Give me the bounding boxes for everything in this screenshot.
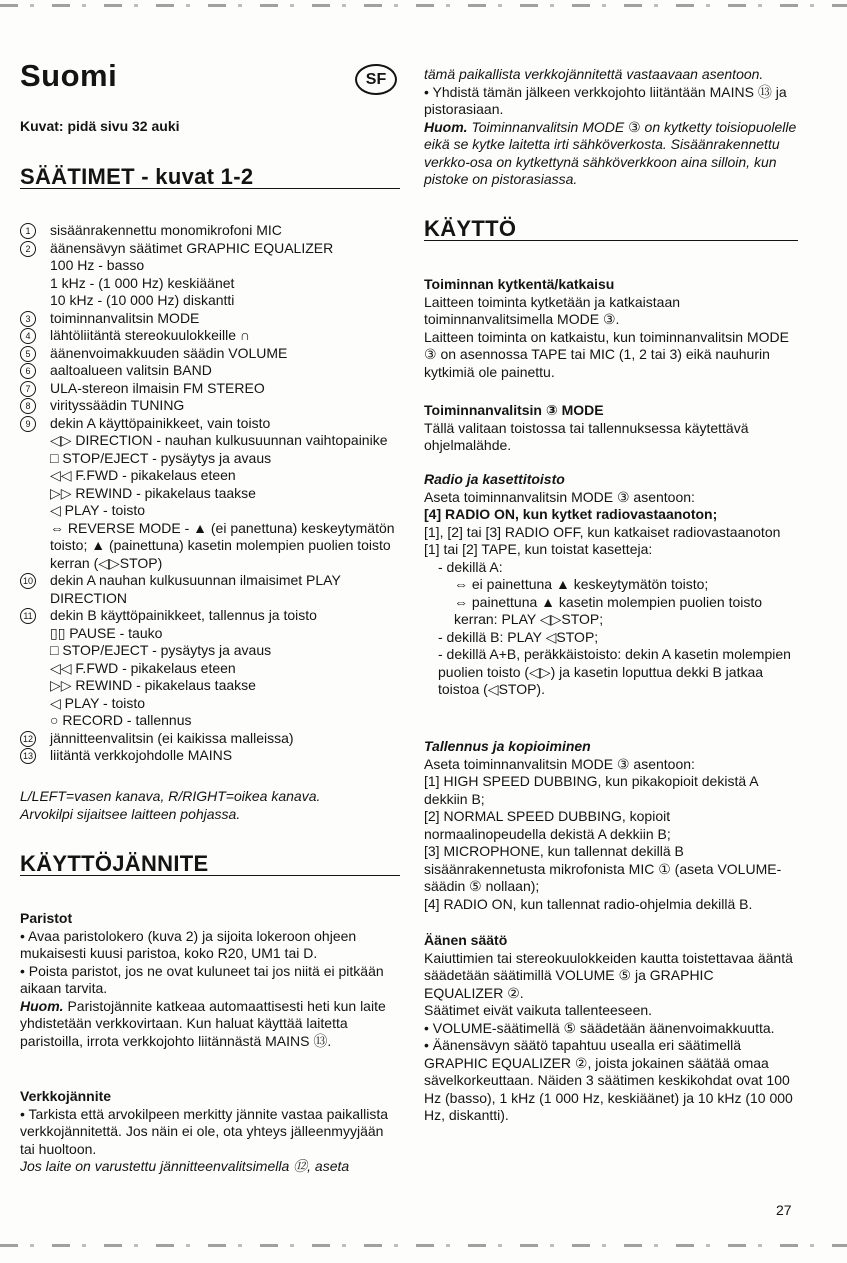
- mains-paragraph: • Tarkista että arvokilpeen merkitty jännite vastaa paikallista verkkojännitettä. Jos näin ei ole, ota yhteys jälleenmyyjään tai huoltoon.: [20, 1105, 389, 1157]
- sound-heading: Äänen säätö: [424, 932, 508, 948]
- item-number-badge: 11: [20, 608, 36, 624]
- batteries-paragraph: • Avaa paristolokero (kuva 2) ja sijoita lokeroon ohjeen mukaisesti kuusi paristoa, koko R20, UM1 tai D.: [20, 927, 357, 961]
- sound-paragraph: Säätimet eivät vaikuta tallenteeseen.: [424, 1002, 653, 1018]
- channel-notes: [20, 788, 400, 823]
- scan-edge-top: [0, 4, 847, 7]
- control-text: 1 kHz - (1 000 Hz) keskiäänet: [50, 274, 235, 291]
- recording-paragraph: [4] RADIO ON, kun tallennat radio-ohjelmia dekillä B.: [424, 895, 753, 912]
- control-text: äänenvoimakkuuden säädin VOLUME: [50, 344, 288, 361]
- control-text: 100 Hz - basso: [50, 257, 145, 273]
- control-item: [20, 397, 400, 415]
- figure-reference: Kuvat: pidä sivu 32 auki: [20, 118, 180, 134]
- radio-section: [424, 471, 796, 699]
- language-badge: SF: [355, 64, 397, 95]
- note-label: Huom.: [424, 118, 468, 135]
- note-label: Huom.: [20, 997, 64, 1014]
- control-item: [20, 380, 400, 398]
- on-off-paragraph: Laitteen toiminta on katkaistu, kun toiminnanvalitsin MODE ③ on asennossa TAPE tai MIC (1, 2 tai 3) eikä nauhurin kytkimiä ole painettu.: [424, 328, 789, 380]
- control-text: dekin B käyttöpainikkeet, tallennus ja toisto: [50, 607, 317, 623]
- control-text: ◁▷ DIRECTION - nauhan kulkusuunnan vaihtopainike: [50, 432, 388, 448]
- control-subitem: [20, 677, 400, 695]
- control-subitem: [20, 450, 400, 468]
- control-text: ULA-stereon ilmaisin FM STEREO: [50, 379, 265, 396]
- recording-paragraph: [3] MICROPHONE, kun tallennat dekillä B sisäänrakennetusta mikrofonista MIC ① (aseta VOLUME-säädin ⑤ nollaan);: [424, 843, 782, 894]
- recording-section: [424, 738, 796, 913]
- control-item: [20, 415, 400, 433]
- item-number-badge: 2: [20, 241, 36, 257]
- control-text: ◁ PLAY - toisto: [50, 502, 146, 518]
- continued-paragraph: • Yhdistä tämän jälkeen verkkojohto liitäntään MAINS ⑬ ja pistorasiaan.: [424, 83, 787, 117]
- control-subitem: [20, 485, 400, 503]
- control-text: dekin A käyttöpainikkeet, vain toisto: [50, 414, 271, 431]
- item-number-badge: 10: [20, 573, 36, 589]
- control-text: lähtöliitäntä stereokuulokkeille ∩: [50, 327, 250, 343]
- control-text: sisäänrakennettu monomikrofoni MIC: [50, 222, 282, 238]
- control-text: □ STOP/EJECT - pysäytys ja avaus: [50, 449, 272, 466]
- channel-note: L/LEFT=vasen kanava, R/RIGHT=oikea kanava.: [20, 788, 321, 804]
- control-subitem: [20, 275, 400, 293]
- control-text: ▯▯ PAUSE - tauko: [50, 624, 163, 641]
- control-text: jännitteenvalitsin (ei kaikissa malleissa): [50, 729, 294, 746]
- control-text: ◁◁ F.FWD - pikakelaus eteen: [50, 467, 236, 483]
- control-item: [20, 222, 400, 240]
- control-text: ◁◁ F.FWD - pikakelaus eteen: [50, 659, 236, 676]
- radio-paragraph: - dekillä B: PLAY ◁STOP;: [438, 628, 599, 645]
- control-item: [20, 310, 400, 328]
- radio-heading: Radio ja kasettitoisto: [424, 471, 565, 487]
- radio-paragraph: - dekillä A:: [438, 558, 503, 575]
- batteries-section: [20, 910, 393, 1050]
- continued-paragraph: tämä paikallista verkkojännitettä vastaavaan asentoon.: [424, 66, 764, 82]
- control-text: ▷▷ REWIND - pikakelaus taakse: [50, 484, 256, 501]
- mode-heading: Toiminnanvalitsin ③ MODE: [424, 402, 604, 418]
- control-item: [20, 730, 400, 748]
- control-text: liitäntä verkkojohdolle MAINS: [50, 747, 233, 763]
- mode-paragraph: Tällä valitaan toistossa tai tallennuksessa käytettävä ohjelmalähde.: [424, 419, 749, 453]
- power-heading-block: [20, 851, 400, 876]
- continued-note: [424, 119, 798, 189]
- control-subitem: [20, 502, 400, 520]
- control-text: ▷▷ REWIND - pikakelaus taakse: [50, 677, 256, 693]
- control-text: □ STOP/EJECT - pysäytys ja avaus: [50, 642, 272, 658]
- item-number-badge: 5: [20, 346, 36, 362]
- note-text: Toiminnanvalitsin MODE ③ on kytketty toisiopuolelle eikä se kytke laitetta irti sähköverkosta. Sisäänrakennettu verkko-osa on kytkettynä sähköverkkoon aina silloin, kun pistoke on pistorasiassa.: [424, 118, 797, 187]
- radio-paragraph: Aseta toiminnanvalitsin MODE ③ asentoon:: [424, 488, 695, 505]
- recording-paragraph: [1] HIGH SPEED DUBBING, kun pikakopioit dekistä A dekkiin B;: [424, 773, 758, 807]
- on-off-heading: Toiminnan kytkentä/katkaisu: [424, 276, 615, 292]
- type-plate-note: Arvokilpi sijaitsee laitteen pohjassa.: [20, 805, 241, 822]
- use-heading-block: [424, 216, 798, 241]
- control-item: [20, 572, 400, 607]
- control-text: virityssäädin TUNING: [50, 397, 185, 413]
- item-number-badge: 9: [20, 416, 36, 432]
- continued-section: [424, 66, 798, 189]
- power-heading: KÄYTTÖJÄNNITE: [20, 855, 400, 876]
- item-number-badge: 8: [20, 398, 36, 414]
- control-item: [20, 362, 400, 380]
- sound-section: [424, 932, 796, 1125]
- control-subitem: [20, 432, 400, 450]
- control-item: [20, 747, 400, 765]
- on-off-paragraph: Laitteen toiminta kytketään ja katkaistaan toiminnanvalitsimella MODE ③.: [424, 293, 681, 327]
- recording-paragraph: [2] NORMAL SPEED DUBBING, kopioit normaalinopeudella dekistä A dekkiin B;: [424, 808, 671, 842]
- control-subitem: [20, 712, 400, 730]
- batteries-paragraph: • Poista paristot, jos ne ovat kuluneet tai jos niitä ei pitkään aikaan tarvita.: [20, 962, 384, 996]
- control-subitem: [20, 520, 400, 573]
- use-heading: KÄYTTÖ: [424, 220, 798, 241]
- control-text: toiminnanvalitsin MODE: [50, 309, 200, 326]
- item-number-badge: 3: [20, 311, 36, 327]
- controls-heading: SÄÄTIMET - kuvat 1-2: [20, 168, 400, 189]
- controls-heading-block: [20, 164, 400, 189]
- control-subitem: [20, 292, 400, 310]
- recording-paragraph: Aseta toiminnanvalitsin MODE ③ asentoon:: [424, 755, 695, 772]
- control-item: [20, 240, 400, 258]
- page-title: Suomi: [20, 58, 118, 93]
- radio-paragraph: - dekillä A+B, peräkkäistoisto: dekin A kasetin molempien puolien toisto (◁▷) ja kasetin loputtua dekki B jatkaa toistoa (◁STOP).: [438, 646, 791, 697]
- item-number-badge: 6: [20, 363, 36, 379]
- item-number-badge: 4: [20, 328, 36, 344]
- item-number-badge: 7: [20, 381, 36, 397]
- control-subitem: [20, 257, 400, 275]
- mains-heading: Verkkojännite: [20, 1088, 112, 1104]
- control-text: äänensävyn säätimet GRAPHIC EQUALIZER: [50, 239, 334, 256]
- radio-paragraph: [4] RADIO ON, kun kytket radiovastaanoton;: [424, 506, 718, 522]
- mains-paragraph: Jos laite on varustettu jännitteenvalitsimella ⑫, aseta: [20, 1158, 350, 1174]
- controls-list: [20, 222, 400, 765]
- control-text: ◁ PLAY - toisto: [50, 694, 146, 711]
- sound-paragraph: • VOLUME-säätimellä ⑤ säädetään äänenvoimakkuutta.: [424, 1019, 775, 1036]
- control-text: ⇔ REVERSE MODE - ▲ (ei panettuna) keskeytymätön toisto; ▲ (painettuna) kasetin molempien puolien toisto kerran (◁▷STOP): [50, 519, 395, 571]
- control-subitem: [20, 695, 400, 713]
- page-number: 27: [776, 1202, 792, 1218]
- radio-paragraph: [1], [2] tai [3] RADIO OFF, kun katkaiset radiovastaanoton: [424, 523, 781, 540]
- control-subitem: [20, 660, 400, 678]
- control-subitem: [20, 642, 400, 660]
- radio-paragraph: ⇔ painettuna ▲ kasetin molempien puolien toisto kerran: PLAY ◁▷STOP;: [454, 593, 763, 627]
- control-item: [20, 345, 400, 363]
- scan-edge-bottom: [0, 1244, 847, 1247]
- sound-paragraph: Kaiuttimien tai stereokuulokkeiden kautta toistettavaa ääntä säädetään säätimillä VOLUME ⑤ ja GRAPHIC EQUALIZER ②.: [424, 949, 793, 1001]
- radio-paragraph: ⇔ ei painettuna ▲ keskeytymätön toisto;: [454, 576, 709, 592]
- control-item: [20, 607, 400, 625]
- control-text: aaltoalueen valitsin BAND: [50, 362, 212, 378]
- note-text: Paristojännite katkeaa automaattisesti heti kun laite yhdistetään verkkovirtaan. Kun haluat käyttää laitetta paristoilla, irrota verkkojohto liitännästä MAINS ⑬.: [20, 997, 386, 1049]
- batteries-note: [20, 998, 393, 1051]
- mode-section: [424, 402, 796, 455]
- control-text: ○ RECORD - tallennus: [50, 712, 192, 728]
- item-number-badge: 1: [20, 223, 36, 239]
- control-text: dekin A nauhan kulkusuunnan ilmaisimet PLAY DIRECTION: [50, 572, 341, 606]
- batteries-heading: Paristot: [20, 910, 73, 926]
- control-subitem: [20, 467, 400, 485]
- on-off-section: [424, 276, 796, 381]
- item-number-badge: 12: [20, 731, 36, 747]
- item-number-badge: 13: [20, 748, 36, 764]
- sound-paragraph: • Äänensävyn säätö tapahtuu usealla eri säätimellä GRAPHIC EQUALIZER ②, joista jokainen säätää omaa sävelkorkeuttaan. Näiden 3 säätimen keskikohdat ovat 100 Hz (basso), 1 kHz (1 000 Hz, keskiäänet) ja 10 kHz (10 000 Hz, diskantti).: [424, 1037, 793, 1123]
- recording-heading: Tallennus ja kopioiminen: [424, 738, 591, 754]
- control-item: [20, 327, 400, 345]
- control-text: 10 kHz - (10 000 Hz) diskantti: [50, 292, 235, 308]
- control-subitem: [20, 625, 400, 643]
- mains-section: [20, 1088, 393, 1176]
- radio-paragraph: [1] tai [2] TAPE, kun toistat kasetteja:: [424, 541, 653, 557]
